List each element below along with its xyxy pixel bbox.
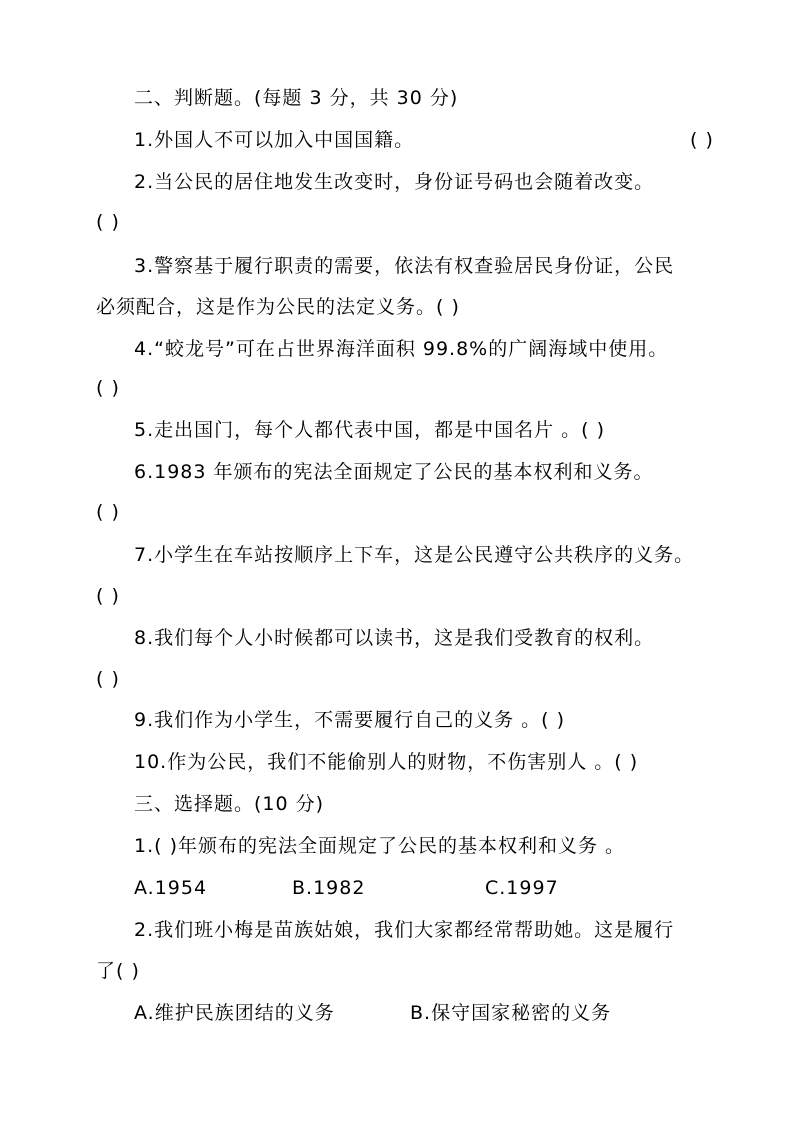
option-c: C.1997: [485, 877, 559, 899]
question-3-1: 1.( )年颁布的宪法全面规定了公民的基本权利和义务 。: [134, 835, 626, 857]
answer-blank: ( ): [96, 668, 120, 690]
answer-blank: ( ): [96, 501, 120, 523]
option-b: B.1982: [292, 877, 366, 899]
question-2-1: [134, 128, 714, 152]
option-b: B.保守国家秘密的义务: [410, 1002, 612, 1024]
question-2-2: 2.当公民的居住地发生改变时，身份证号码也会随着改变。: [134, 171, 655, 193]
question-2-9: 9.我们作为小学生，不需要履行自己的义务 。( ): [134, 709, 566, 731]
question-2-6: 6.1983 年颁布的宪法全面规定了公民的基本权利和义务。: [134, 461, 654, 483]
question-text: 1.外国人不可以加入中国国籍。: [134, 129, 415, 151]
question-2-3-line1: 3.警察基于履行职责的需要，依法有权查验居民身份证，公民: [134, 255, 675, 277]
question-3-2-line1: 2.我们班小梅是苗族姑娘，我们大家都经常帮助她。这是履行: [134, 919, 675, 941]
question-2-10: 10.作为公民，我们不能偷别人的财物，不伤害别人 。( ): [134, 751, 639, 773]
question-2-7: 7.小学生在车站按顺序上下车，这是公民遵守公共秩序的义务。: [134, 544, 695, 566]
option-a: A.1954: [134, 877, 208, 899]
answer-blank: ( ): [690, 129, 714, 151]
answer-blank: ( ): [96, 377, 120, 399]
option-a: A.维护民族团结的义务: [134, 1002, 335, 1024]
question-2-3-line2: 必须配合，这是作为公民的法定义务。( ): [96, 296, 460, 318]
question-2-5: 5.走出国门，每个人都代表中国，都是中国名片 。( ): [134, 419, 606, 441]
section2-heading: 二、判断题。(每题 3 分，共 30 分): [134, 87, 459, 109]
question-2-4: 4.“蛟龙号”可在占世界海洋面积 99.8%的广阔海域中使用。: [134, 338, 669, 360]
question-2-8: 8.我们每个人小时候都可以读书，这是我们受教育的权利。: [134, 627, 655, 649]
question-3-2-line2: 了( ): [96, 960, 140, 982]
section3-heading: 三、选择题。(10 分): [134, 793, 325, 815]
answer-blank: ( ): [96, 585, 120, 607]
answer-blank: ( ): [96, 211, 120, 233]
